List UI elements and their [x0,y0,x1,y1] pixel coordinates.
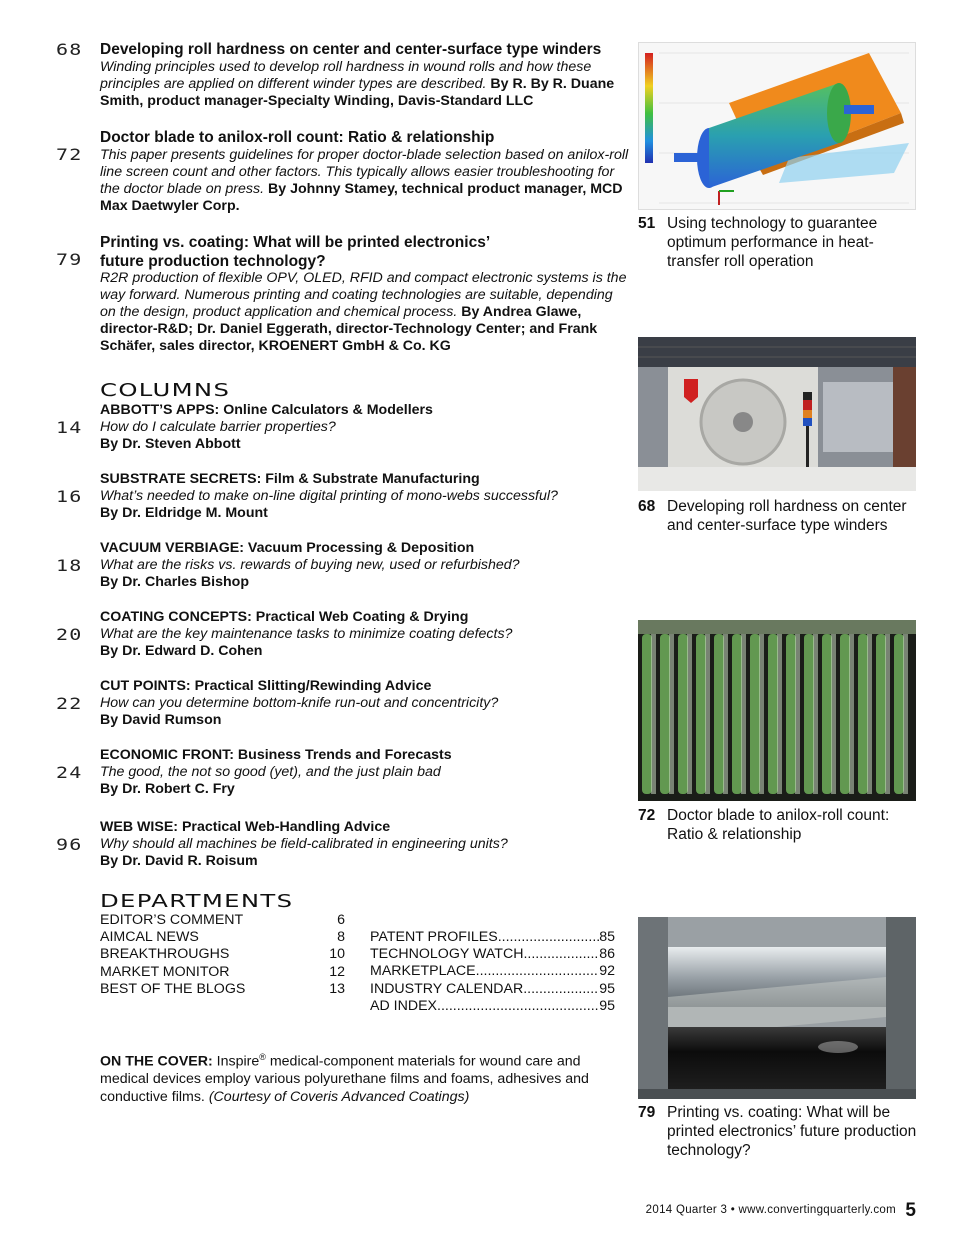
department-page: 8 [337,929,345,946]
feature-byline: By Andrea Glawe, director-R&D; Dr. Daniel Eggerath, director-Technology Center; and Frank Schäfer, sales director, KROENERT GmbH & Co. KG [100,304,598,354]
winder-machine-image [638,337,916,491]
column-question: What’s needed to make on-line digital printing of mono-webs successful? [100,488,558,504]
department-page: 85 [599,929,615,945]
feature-byline: By R. By R. Duane Smith, product manager-Specialty Winding, Davis-Standard LLC [100,76,615,109]
caption-number: 51 [638,215,656,232]
column-number: 96 [56,835,83,854]
feature-number: 68 [56,40,83,59]
department-label: INDUSTRY CALENDAR [370,980,524,997]
department-page: 95 [599,980,615,997]
feature-title[interactable]: Developing roll hardness on center and center-surface type winders [100,41,602,58]
winder-machine-graphic [638,337,916,491]
caption-text[interactable]: Using technology to guarantee optimum performance in heat-transfer roll operation [667,215,878,270]
column-author: By Dr. David R. Roisum [100,853,258,869]
department-item[interactable] [370,946,615,963]
department-label: MARKETPLACE [370,963,476,980]
heat-roll-simulation-image [638,42,916,210]
column-author: By Dr. Eldridge M. Mount [100,505,268,521]
column-number: 18 [56,556,83,575]
cover-credit: (Courtesy of Coveris Advanced Coatings) [208,1088,470,1105]
cover-brand: Inspire [216,1053,260,1070]
leader-dots [476,963,600,980]
feature-title[interactable]: Doctor blade to anilox-roll count: Ratio & relationship [100,129,495,146]
column-number: 24 [56,763,83,782]
cover-description [100,1049,615,1106]
department-item[interactable] [100,912,345,929]
column-author: By Dr. Charles Bishop [100,574,250,590]
columns-heading: COLUMNS [100,380,231,401]
registered-mark: ® [259,1052,266,1062]
leader-dots [437,998,599,1015]
department-item[interactable] [370,963,615,980]
departments-list-left [100,912,345,998]
column-title[interactable]: WEB WISE: Practical Web-Handling Advice [100,819,391,835]
department-label: BEST OF THE BLOGS [100,980,246,997]
column-title[interactable]: ECONOMIC FRONT: Business Trends and Forecasts [100,747,452,763]
anilox-cells-image [638,620,916,801]
feature-number: 72 [56,145,83,164]
coating-line-graphic [638,917,916,1099]
department-label: TECHNOLOGY WATCH [370,946,524,963]
column-question: What are the key maintenance tasks to minimize coating defects? [100,626,513,642]
department-item[interactable] [370,981,615,998]
department-label: AD INDEX [370,997,438,1014]
anilox-cells-graphic [638,620,916,801]
feature-summary: Winding principles used to develop roll hardness in wound rolls and how these principles are applied on different winder types are described. [100,59,592,92]
column-title[interactable]: ABBOTT’S APPS: Online Calculators & Modellers [100,402,433,418]
department-page: 12 [329,963,345,980]
departments-heading: DEPARTMENTS [100,891,294,912]
caption-text[interactable]: Developing roll hardness on center and center-surface type winders [667,498,907,534]
department-page: 6 [337,912,345,928]
department-page: 10 [329,946,345,963]
column-number: 20 [56,625,83,644]
caption-text[interactable]: Printing vs. coating: What will be printed electronics’ future production technology? [667,1104,917,1159]
department-item[interactable] [370,929,615,946]
caption-number: 68 [638,498,656,515]
department-item[interactable] [100,964,345,981]
department-page: 92 [599,963,615,980]
leader-dots [523,946,599,963]
caption-number: 72 [638,807,656,824]
department-page: 86 [599,946,615,963]
feature-summary: R2R production of flexible OPV, OLED, RFID and compact electronic systems is the way forward. Numerous printing and coating technologies are suitable, depending on the design, product application and chemical process. [100,270,627,320]
department-label: PATENT PROFILES [370,929,498,945]
column-number: 14 [56,418,83,437]
column-author: By Dr. Robert C. Fry [100,781,235,797]
column-question: The good, the not so good (yet), and the just plain bad [100,764,441,780]
feature-body [100,270,630,355]
column-question: How can you determine bottom-knife run-out and concentricity? [100,695,499,711]
department-item[interactable] [100,981,345,998]
footer-text[interactable]: 2014 Quarter 3 • www.convertingquarterly.com [645,1204,896,1216]
column-author: By Dr. Steven Abbott [100,436,241,452]
column-question: What are the risks vs. rewards of buying new, used or refurbished? [100,557,520,573]
departments-list-right [370,929,615,1015]
department-page: 95 [599,997,615,1014]
column-title[interactable]: COATING CONCEPTS: Practical Web Coating & Drying [100,609,469,625]
department-label: AIMCAL NEWS [100,929,199,946]
feature-body [100,147,630,215]
column-author: By Dr. Edward D. Cohen [100,643,263,659]
department-item[interactable] [370,998,615,1015]
column-number: 16 [56,487,83,506]
department-item[interactable] [100,929,345,946]
column-number: 22 [56,694,83,713]
leader-dots [523,981,599,998]
cover-label: ON THE COVER: [100,1053,213,1070]
department-item[interactable] [100,946,345,963]
coating-line-image [638,917,916,1099]
feature-number: 79 [56,250,83,269]
page-footer [630,1200,920,1222]
caption-text[interactable]: Doctor blade to anilox-roll count: Ratio & relationship [667,807,890,843]
department-label: BREAKTHROUGHS [100,946,230,963]
feature-summary: This paper presents guidelines for proper doctor-blade selection based on anilox-roll line screen count and other factors. This typically allows easier troubleshooting for the doctor blade on press. [100,147,629,197]
feature-byline: By Johnny Stamey, technical product manager, MCD Max Daetwyler Corp. [100,181,623,214]
department-page: 13 [329,980,345,997]
column-question: How do I calculate barrier properties? [100,419,336,435]
caption-number: 79 [638,1104,656,1121]
department-label: EDITOR’S COMMENT [100,912,244,928]
department-label: MARKET MONITOR [100,963,230,980]
feature-body [100,59,630,110]
leader-dots [498,929,600,946]
cover-text: medical-component materials for wound care and medical devices employ various polyurethane films and foams, adhesives and conductive films. [100,1053,589,1105]
column-title[interactable]: VACUUM VERBIAGE: Vacuum Processing & Deposition [100,540,475,556]
feature-title[interactable]: Printing vs. coating: What will be printed electronics’ future production technology? [100,234,490,270]
column-author: By David Rumson [100,712,222,728]
column-title[interactable]: CUT POINTS: Practical Slitting/Rewinding Advice [100,678,432,694]
page-number: 5 [905,1200,916,1221]
column-question: Why should all machines be field-calibrated in engineering units? [100,836,508,852]
column-title[interactable]: SUBSTRATE SECRETS: Film & Substrate Manufacturing [100,471,480,487]
roll-simulation-graphic [639,43,916,210]
